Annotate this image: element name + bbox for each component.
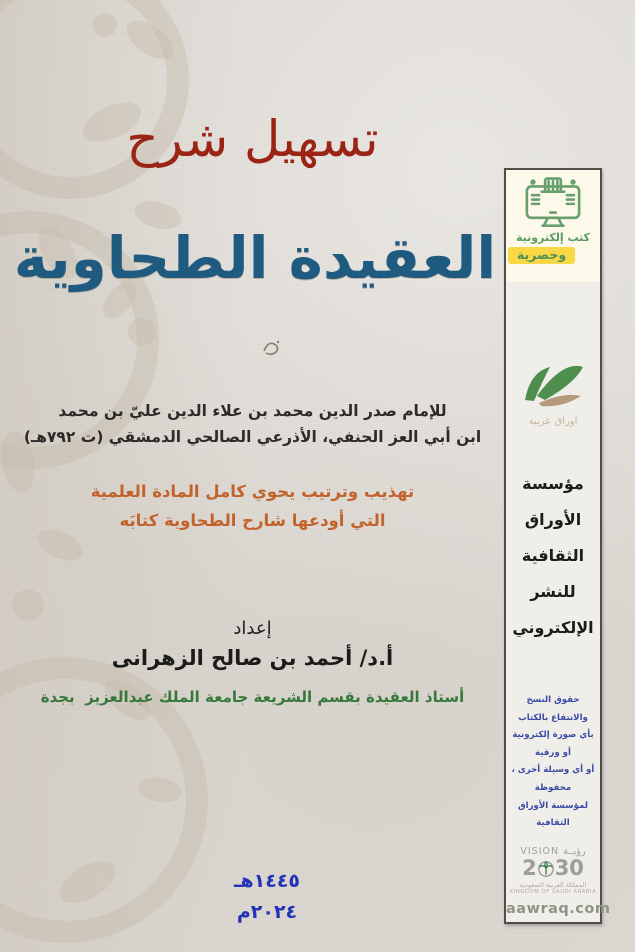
vision-year	[506, 858, 600, 879]
foundation-name	[506, 466, 600, 646]
foundation-word: الإلكتروني	[512, 618, 594, 637]
description	[0, 478, 505, 536]
preparer-name: أ.د/ أحمد بن صالح الزهرانى	[111, 646, 394, 670]
vision-arabic: رؤيــة	[563, 846, 586, 857]
copyright-line: بأي صورة إلكترونية أو ورقية	[512, 730, 594, 758]
vision-2030-logo	[506, 846, 600, 895]
kingdom-arabic: المملكة العربية السعودية	[519, 881, 587, 889]
author-line-1: للإمام صدر الدين محمد بن علاء الدين عليّ بن محمد	[58, 402, 447, 420]
website-url: aawraq.com	[506, 901, 611, 917]
vision-year-left: 2	[522, 856, 537, 880]
prepared-by-label: إعداد	[233, 618, 272, 639]
author-attribution	[0, 398, 505, 451]
kingdom-english: KINGDOM OF SAUDI ARABIA	[509, 889, 597, 895]
author-line-2: ابن أبي العز الحنفي، الأذرعي الصالحي الدمشقي (ت ٧٩٢هـ)	[23, 428, 482, 447]
foundation-word: للنشر	[530, 582, 576, 601]
exclusive-badge: وحصرية	[508, 247, 575, 264]
description-line-1: تهذيب وترتيب يحوي كامل المادة العلمية	[90, 482, 415, 501]
gregorian-year: ٢٠٢٤م	[236, 901, 298, 924]
main-title: العقيدة الطحاوية	[13, 224, 497, 292]
copyright-line: أو أي وسيلة أخرى ، محفوظة	[511, 765, 595, 794]
awraq-logo-name: اوراق عربية	[528, 416, 578, 427]
vision-wordmark	[506, 846, 600, 857]
foundation-word: مؤسسة	[522, 474, 584, 493]
publisher-sidebar	[504, 168, 611, 924]
foundation-word: الأوراق	[524, 510, 582, 529]
ebook-monitor-icon	[521, 176, 585, 230]
hijri-year: ١٤٤٥هـ	[233, 870, 301, 892]
foundation-word: الثقافية	[521, 546, 585, 565]
copyright-line: حقوق النسخ والانتفاع بالكتاب	[518, 695, 588, 723]
preparer-affiliation: أستاذ العقيدة بقسم الشريعة جامعة الملك عبدالعزيز بجدة	[40, 688, 465, 706]
awraq-arabiya-logo	[506, 358, 600, 427]
ebook-badge	[506, 170, 600, 282]
vision-english: VISION	[520, 846, 560, 857]
calligrapher-signature-icon	[262, 338, 284, 356]
ebook-badge-label: كتب إلكترونية	[515, 231, 591, 244]
copyright-line: لمؤسسة الأوراق الثقافية	[517, 800, 589, 829]
awraq-arabiya-logo-icon	[517, 358, 589, 410]
description-line-2: التي أودعها شارح الطحاوية كتابَه	[119, 510, 386, 530]
series-title: تسهيل شرح	[126, 110, 379, 168]
publication-dates	[0, 866, 534, 929]
palm-emblem-icon	[538, 860, 554, 878]
copyright-notice	[509, 692, 597, 833]
vision-year-right: 30	[554, 856, 584, 880]
